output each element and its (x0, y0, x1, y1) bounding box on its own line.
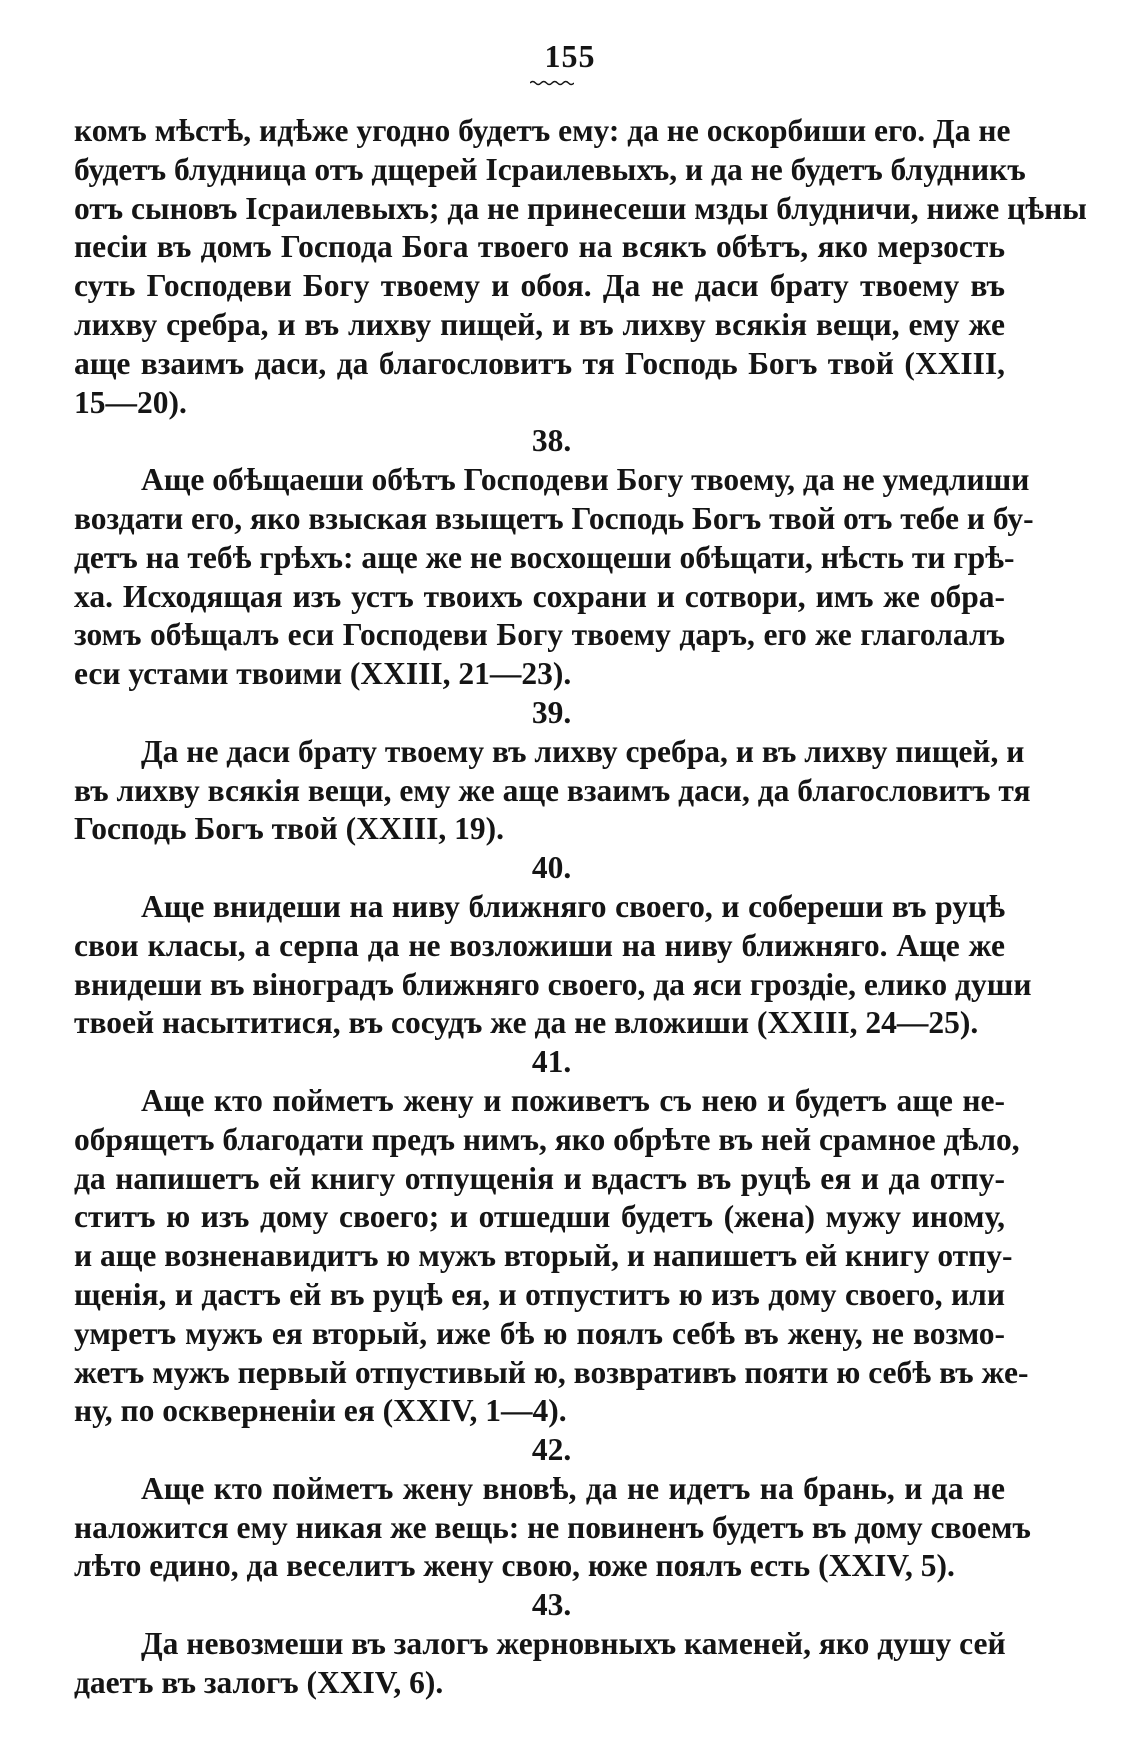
text-line: Господь Богъ твой (XXIII, 19). (74, 811, 505, 847)
text-line: Да не даси брату твоему въ лихву сребра, и въ лихву пищей, и (141, 733, 1025, 769)
text-line: ха. Исходящая изъ устъ твоихъ сохрани и сотвори, имъ же обра- (74, 578, 1005, 614)
text-line: жетъ мужъ первый отпустивый ю, возвративъ пояти ю себѣ въ же- (74, 1354, 1029, 1390)
section-number: 43. (531, 1587, 572, 1623)
text-line: щенія, и дастъ ей въ руцѣ ея, и отпуститъ ю изъ дому своего, или (74, 1276, 1005, 1312)
text-line: комъ мѣстѣ, идѣже угодно будетъ ему: да не оскорбиши его. Да не (74, 113, 1011, 148)
page-number-ornament (530, 80, 574, 86)
text-line: Аще обѣщаеши обѣтъ Господеви Богу твоему, да не умедлиши (141, 462, 1030, 498)
text-line: суть Господеви Богу твоему и обоя. Да не даси брату твоему въ (74, 268, 1005, 304)
text-line: воздати его, яко взыская взыщетъ Господь Богъ твой отъ тебе и бу- (74, 500, 1034, 536)
section-38 (74, 422, 1034, 694)
section-42 (74, 1431, 1031, 1586)
text-line: твоей насытитися, въ сосудъ же да не вложиши (XXIII, 24—25). (74, 1005, 979, 1041)
page-number: 155 (544, 38, 596, 74)
text-line: отъ сыновъ Ісраилевыхъ; да не принесеши мзды блудничи, ниже цѣны (74, 190, 1087, 226)
text-line: зомъ обѣщалъ еси Господеви Богу твоему даръ, его же глаголалъ (74, 617, 1005, 653)
text-line: наложится ему никая же вещь: не повиненъ будетъ въ дому своемъ (74, 1509, 1031, 1545)
text-line: 15—20). (74, 384, 187, 420)
section-41 (74, 1043, 1029, 1431)
text-line: обрящетъ благодати предъ нимъ, яко обрѣте въ ней срамное дѣло, (74, 1121, 1020, 1157)
text-line: ну, по оскверненіи ея (XXIV, 1—4). (74, 1393, 567, 1429)
text-line: и аще возненавидитъ ю мужъ вторый, и напишетъ ей книгу отпу- (74, 1238, 1013, 1274)
text-line: лихву сребра, и въ лихву пищей, и въ лихву всякія вещи, ему же (74, 306, 1005, 342)
section-39 (74, 694, 1031, 849)
text-line: ститъ ю изъ дому своего; и отшедши будетъ (жена) мужу иному, (74, 1199, 1005, 1235)
text-line: лѣто едино, да веселитъ жену свою, юже поялъ есть (XXIV, 5). (74, 1548, 955, 1584)
text-line: въ лихву всякія вещи, ему же аще взаимъ даси, да благословитъ тя (74, 772, 1031, 808)
section-number: 40. (531, 850, 572, 886)
section-number: 42. (531, 1432, 572, 1468)
section-number: 39. (531, 694, 572, 730)
text-line: песіи въ домъ Господа Бога твоего на всякъ обѣтъ, яко мерзость (74, 229, 1005, 265)
text-line: детъ на тебѣ грѣхъ: аще же не восхощеши обѣщати, нѣсть ти грѣ- (74, 539, 1015, 575)
section-number: 38. (531, 423, 572, 459)
text-line: Аще кто пойметъ жену и поживетъ съ нею и будетъ аще не- (141, 1082, 1005, 1118)
text-line: Аще кто пойметъ жену вновѣ, да не идетъ на брань, и да не (141, 1470, 1005, 1506)
section-43 (74, 1586, 1005, 1702)
section-number: 41. (531, 1044, 572, 1080)
text-line: Аще внидеши на ниву ближняго своего, и собереши въ руцѣ (141, 888, 1005, 924)
text-line: еси устами твоими (XXIII, 21—23). (74, 656, 572, 692)
section-40 (74, 849, 1032, 1043)
text-line: да напишетъ ей книгу отпущенія и вдастъ въ руцѣ ея и да отпу- (74, 1160, 1005, 1196)
text-line: умретъ мужъ ея вторый, иже бѣ ю поялъ себѣ въ жену, не возмо- (74, 1315, 1005, 1351)
text-line: даетъ въ залогъ (XXIV, 6). (74, 1664, 444, 1700)
text-line: свои класы, а серпа да не возложиши на ниву ближняго. Аще же (74, 927, 1005, 963)
continued-paragraph (74, 112, 1087, 422)
text-line: внидеши въ віноградъ ближняго своего, да яси гроздіе, елико души (74, 966, 1032, 1002)
text-line: Да невозмеши въ залогъ жерновныхъ каменей, яко душу сей (141, 1626, 1006, 1662)
text-line: будетъ блудница отъ дщерей Ісраилевыхъ, и да не будетъ блудникъ (74, 151, 1026, 187)
text-column (74, 112, 1087, 1703)
text-line: аще взаимъ даси, да благословитъ тя Господь Богъ твой (XXIII, (74, 345, 1005, 381)
